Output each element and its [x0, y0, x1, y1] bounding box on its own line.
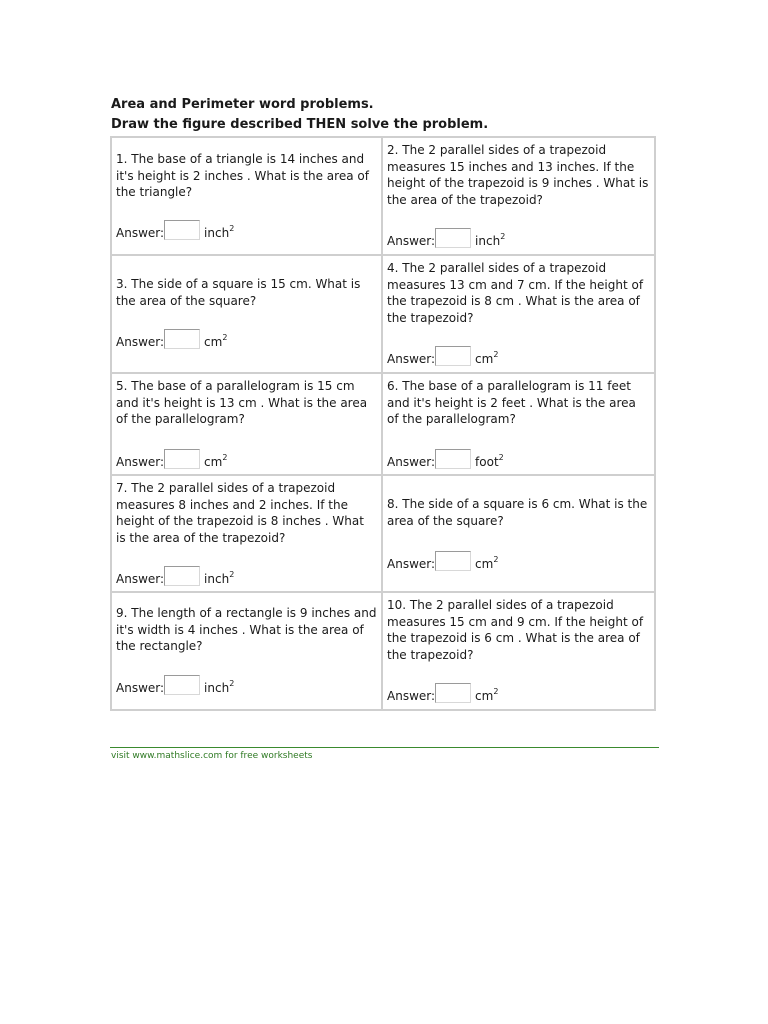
- table-row: [111, 475, 655, 592]
- problem-cell-7: [111, 475, 382, 592]
- unit-label: $cm^2$: [475, 687, 499, 703]
- problem-cell-8: [382, 475, 655, 592]
- unit-label: $cm^2$: [204, 333, 228, 349]
- problem-text-9: 9. The length of a rectangle is 9 inches and it's width is 4 inches . What is the area of the rectangle?: [116, 606, 377, 653]
- answer-label: Answer:: [116, 572, 165, 586]
- answer-row-7: [116, 566, 234, 586]
- answer-input-2[interactable]: [435, 228, 471, 248]
- unit-label: inch$^2$: [204, 570, 235, 586]
- problem-text-10: 10. The 2 parallel sides of a trapezoid measures 15 cm and 9 cm. If the height of the trapezoid is 6 cm . What is the area of the trapezoid?: [387, 598, 644, 662]
- problem-text-7: 7. The 2 parallel sides of a trapezoid measures 8 inches and 2 inches. If the height of the trapezoid is 8 inches . What is the area of the trapezoid?: [116, 481, 364, 545]
- problem-cell-6: [382, 373, 655, 475]
- answer-label: Answer:: [116, 226, 165, 240]
- problem-cell-3: [111, 255, 382, 373]
- problem-cell-4: [382, 255, 655, 373]
- problem-cell-1: [111, 137, 382, 255]
- answer-input-10[interactable]: [435, 683, 471, 703]
- answer-input-3[interactable]: [164, 329, 200, 349]
- problem-text-1: 1. The base of a triangle is 14 inches and it's height is 2 inches . What is the area of the triangle?: [116, 152, 369, 199]
- answer-label: Answer:: [387, 689, 436, 703]
- answer-row-10: [387, 683, 498, 703]
- table-row: [111, 592, 655, 710]
- answer-input-7[interactable]: [164, 566, 200, 586]
- worksheet-heading: [111, 95, 488, 135]
- answer-input-8[interactable]: [435, 551, 471, 571]
- table-row: [111, 373, 655, 475]
- answer-input-4[interactable]: [435, 346, 471, 366]
- problem-cell-9: [111, 592, 382, 710]
- worksheet-instructions: Draw the figure described THEN solve the problem.: [111, 117, 489, 132]
- answer-row-4: [387, 346, 498, 366]
- problem-text-5: 5. The base of a parallelogram is 15 cm and it's height is 13 cm . What is the area of the parallelogram?: [116, 379, 368, 426]
- answer-row-6: [387, 449, 504, 469]
- answer-input-9[interactable]: [164, 675, 200, 695]
- problem-cell-5: [111, 373, 382, 475]
- answer-label: Answer:: [116, 335, 165, 349]
- problems-table: [110, 136, 656, 711]
- answer-label: Answer:: [116, 455, 165, 469]
- answer-row-9: [116, 675, 234, 695]
- problem-text-8: 8. The side of a square is 6 cm. What is the area of the square?: [387, 497, 648, 528]
- unit-label: $cm^2$: [475, 555, 499, 571]
- table-row: [111, 137, 655, 255]
- table-row: [111, 255, 655, 373]
- unit-label: $cm^2$: [475, 350, 499, 366]
- unit-label: $cm^2$: [204, 453, 228, 469]
- footer-link-text[interactable]: visit www.mathslice.com for free worksheets: [111, 751, 313, 761]
- answer-row-8: [387, 551, 498, 571]
- unit-label: inch$^2$: [204, 224, 235, 240]
- problem-text-6: 6. The base of a parallelogram is 11 feet and it's height is 2 feet . What is the area of the parallelogram?: [387, 379, 636, 426]
- answer-label: Answer:: [387, 455, 436, 469]
- answer-label: Answer:: [387, 352, 436, 366]
- problem-cell-2: [382, 137, 655, 255]
- worksheet-title: Area and Perimeter word problems.: [111, 97, 374, 112]
- unit-label: inch$^2$: [204, 679, 235, 695]
- unit-label: foot$^2$: [475, 453, 504, 469]
- answer-input-1[interactable]: [164, 220, 200, 240]
- answer-label: Answer:: [387, 557, 436, 571]
- unit-label: inch$^2$: [475, 232, 506, 248]
- problem-cell-10: [382, 592, 655, 710]
- answer-input-6[interactable]: [435, 449, 471, 469]
- problem-text-2: 2. The 2 parallel sides of a trapezoid measures 15 inches and 13 inches. If the height of the trapezoid is 9 inches . What is the area of the trapezoid?: [387, 143, 649, 207]
- problem-text-3: 3. The side of a square is 15 cm. What is the area of the square?: [116, 277, 361, 308]
- answer-input-5[interactable]: [164, 449, 200, 469]
- answer-label: Answer:: [387, 234, 436, 248]
- answer-row-3: [116, 329, 227, 349]
- footer-divider: [110, 747, 659, 748]
- answer-row-1: [116, 220, 234, 240]
- answer-row-2: [387, 228, 505, 248]
- answer-row-5: [116, 449, 227, 469]
- answer-label: Answer:: [116, 681, 165, 695]
- problem-text-4: 4. The 2 parallel sides of a trapezoid measures 13 cm and 7 cm. If the height of the trapezoid is 8 cm . What is the area of the trapezoid?: [387, 261, 644, 325]
